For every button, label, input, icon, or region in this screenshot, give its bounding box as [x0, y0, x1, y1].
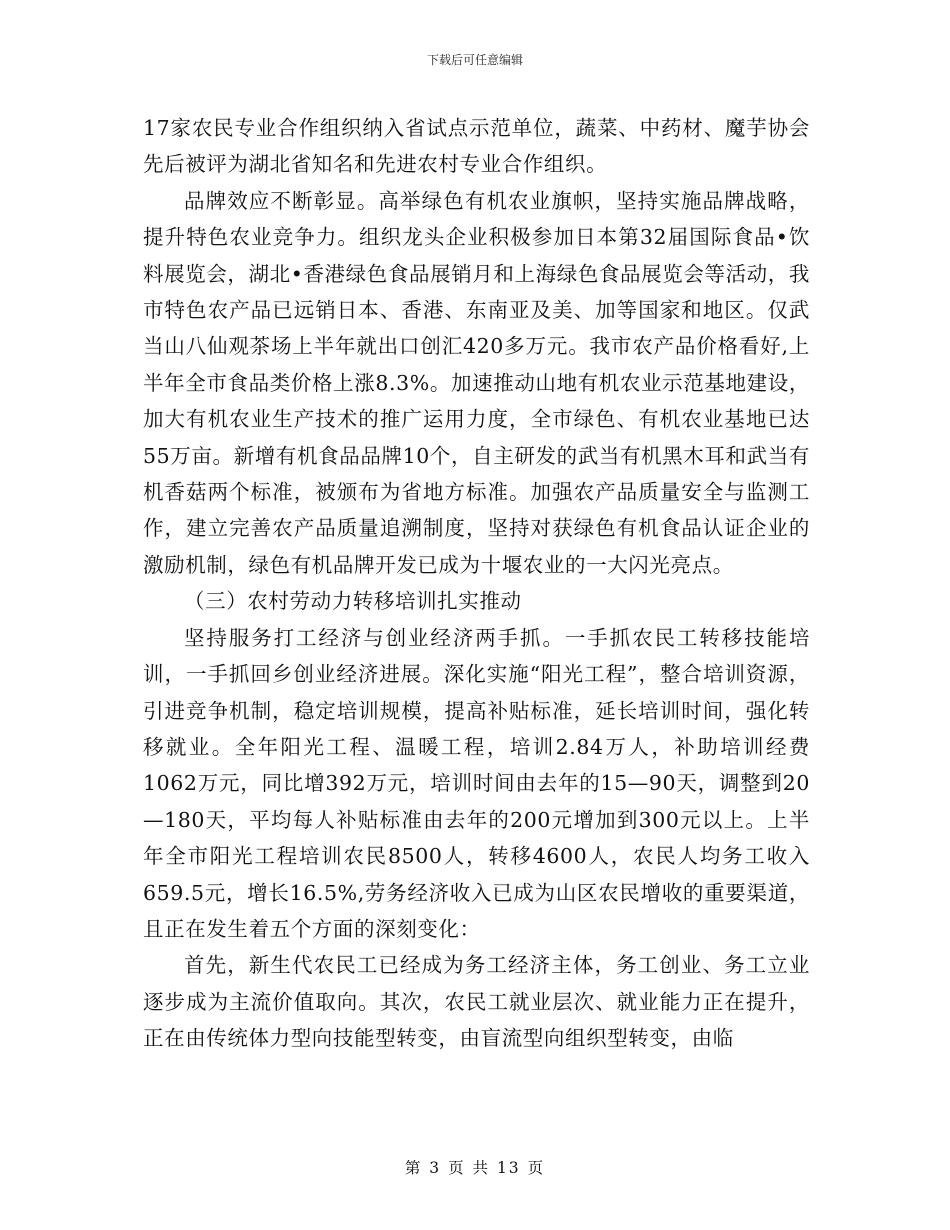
paragraph-labor-training: 坚持服务打工经济与创业经济两手抓。一手抓农民工转移技能培训，一手抓回乡创业经济进展。深化实施“阳光工程”，整合培训资源，引进竞争机制，稳定培训规模，提高补贴标准，延长培训时间，强化转移就业。全年阳光工程、温暖工程，培训2.84万人，补助培训经费1062万元，同比增392万元，培训时间由去年的15—90天，调整到20—180天，平均每人补贴标准由去年的200元增加到300元以上。上半年全市阳光工程培训农民8500人，转移4600人，农民人均务工收入659.5元，增长16.5%,劳务经济收入已成为山区农民增收的重要渠道，且正在发生着五个方面的深刻变化：	[143, 625, 810, 941]
page-number-footer: 第 3 页 共 13 页	[404, 1159, 546, 1177]
paragraph-cooperative-orgs: 17家农民专业合作组织纳入省试点示范单位，蔬菜、中药材、魔芋协会先后被评为湖北省知名和先进农村专业合作组织。	[143, 116, 810, 177]
paragraph-migrant-workers: 首先，新生代农民工已经成为务工经济主体，务工创业、务工立业逐步成为主流价值取向。其次，农民工就业层次、就业能力正在提升，正在由传统体力型向技能型转变，由盲流型向组织型转变，由临	[143, 953, 810, 1051]
section-heading-labor-transfer: （三）农村劳动力转移培训扎实推动	[184, 589, 522, 614]
document-body	[143, 110, 810, 1057]
paragraph-brand-effect: 品牌效应不断彰显。高举绿色有机农业旗帜，坚持实施品牌战略，提升特色农业竞争力。组织龙头企业积极参加日本第32届国际食品•饮料展览会，湖北•香港绿色食品展销月和上海绿色食品展览会等活动，我市特色农产品已远销日本、香港、东南亚及美、加等国家和地区。仅武当山八仙观茶场上半年就出口创汇420多万元。我市农产品价格看好,上半年全市食品类价格上涨8.3%。加速推动山地有机农业示范基地建设，加大有机农业生产技术的推广运用力度，全市绿色、有机农业基地已达55万亩。新增有机食品品牌10个，自主研发的武当有机黑木耳和武当有机香菇两个标准，被颁布为省地方标准。加强农产品质量安全与监测工作，建立完善农产品质量追溯制度，坚持对获绿色有机食品认证企业的激励机制，绿色有机品牌开发已成为十堰农业的一大闪光亮点。	[143, 188, 810, 577]
page-header: 下载后可任意编辑	[426, 53, 523, 67]
